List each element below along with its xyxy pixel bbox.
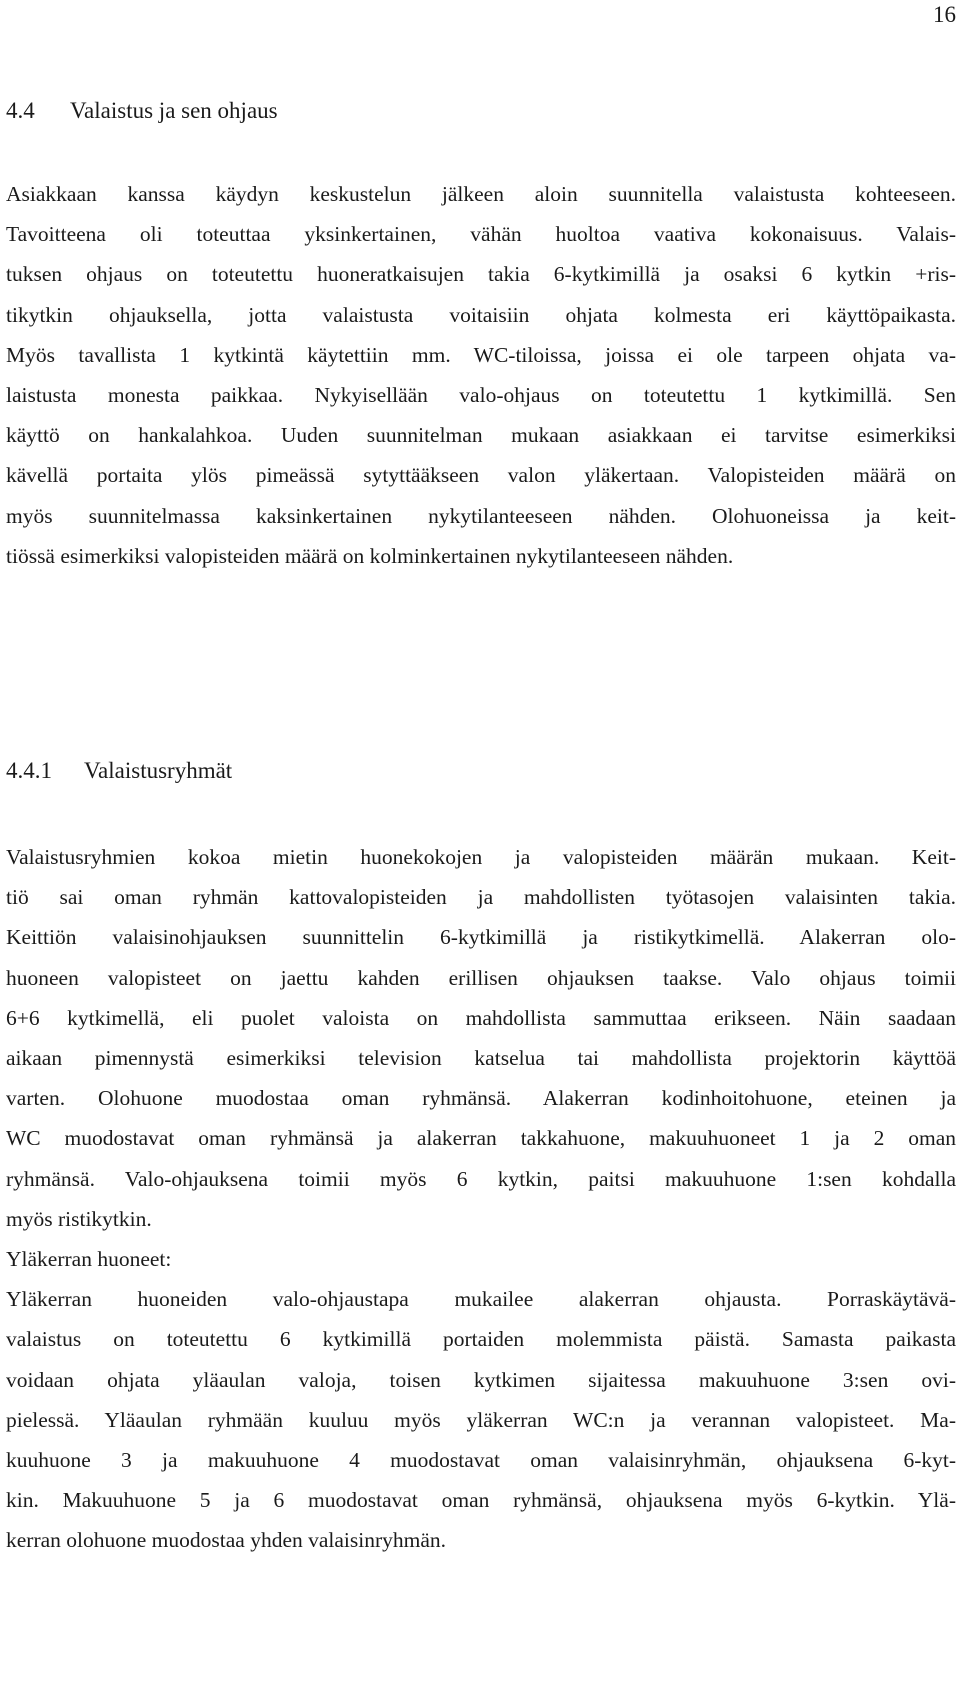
paragraph-line: Myös tavallista 1 kytkintä käytettiin mm. WC-tiloissa, joissa ei ole tarpeen ohjata va-	[6, 342, 956, 367]
upstairs-label: Yläkerran huoneet:	[6, 1247, 172, 1272]
section-title: Valaistus ja sen ohjaus	[70, 98, 278, 123]
paragraph-line: tiössä esimerkiksi valopisteiden määrä on kolminkertainen nykytilanteeseen nähden.	[6, 543, 734, 568]
subsection-paragraph	[6, 837, 956, 1561]
paragraph-line: WC muodostavat oman ryhmänsä ja alakerran takkahuone, makuuhuoneet 1 ja 2 oman	[6, 1126, 956, 1151]
paragraph-line: laistusta monesta paikkaa. Nykyisellään valo-ohjaus on toteutettu 1 kytkimillä. Sen	[6, 383, 956, 408]
paragraph-line: ryhmänsä. Valo-ohjauksena toimii myös 6 kytkin, paitsi makuuhuone 1:sen kohdalla	[6, 1166, 956, 1191]
paragraph-line: kerran olohuone muodostaa yhden valaisinryhmän.	[6, 1528, 447, 1553]
page-number: 16	[933, 2, 956, 27]
section-heading	[6, 96, 278, 126]
subsection-heading	[6, 756, 232, 786]
paragraph-line: Tavoitteena oli toteuttaa yksinkertainen, vähän huoltoa vaativa kokonaisuus. Valais-	[6, 222, 956, 247]
paragraph-line: myös ristikytkin.	[6, 1206, 152, 1231]
paragraph-line: tuksen ohjaus on toteutettu huoneratkaisujen takia 6-kytkimillä ja osaksi 6 kytkin +ris-	[6, 262, 956, 287]
paragraph-line: myös suunnitelmassa kaksinkertainen nykytilanteeseen nähden. Olohuoneissa ja keit-	[6, 503, 956, 528]
paragraph-line: 6+6 kytkimellä, eli puolet valoista on mahdollista sammuttaa erikseen. Näin saadaan	[6, 1005, 956, 1030]
paragraph-line: kuuhuone 3 ja makuuhuone 4 muodostavat oman valaisinryhmän, ohjauksena 6-kyt-	[6, 1448, 956, 1473]
subsection-number: 4.4.1	[6, 758, 52, 783]
paragraph-line: Asiakkaan kanssa käydyn keskustelun jälkeen aloin suunnitella valaistusta kohteeseen.	[6, 182, 956, 206]
section-paragraph	[6, 174, 956, 576]
paragraph-line: aikaan pimennystä esimerkiksi television katselua tai mahdollista projektorin käyttöä	[6, 1046, 956, 1071]
paragraph-line: kin. Makuuhuone 5 ja 6 muodostavat oman ryhmänsä, ohjauksena myös 6-kytkin. Ylä-	[6, 1488, 956, 1513]
paragraph-line: Valaistusryhmien kokoa mietin huonekokojen ja valopisteiden määrän mukaan. Keit-	[6, 845, 956, 869]
paragraph-line: tiö sai oman ryhmän kattovalopisteiden ja mahdollisten työtasojen valaisinten takia.	[6, 885, 956, 910]
paragraph-line: Keittiön valaisinohjauksen suunnittelin 6-kytkimillä ja ristikytkimellä. Alakerran olo-	[6, 925, 956, 950]
paragraph-line: pielessä. Yläaulan ryhmään kuuluu myös yläkerran WC:n ja verannan valopisteet. Ma-	[6, 1407, 956, 1432]
paragraph-line: varten. Olohuone muodostaa oman ryhmänsä. Alakerran kodinhoitohuone, eteinen ja	[6, 1086, 956, 1111]
paragraph-line: voidaan ohjata yläaulan valoja, toisen kytkimen sijaitessa makuuhuone 3:sen ovi-	[6, 1367, 956, 1392]
subsection-title: Valaistusryhmät	[84, 758, 233, 783]
paragraph-line: huoneen valopisteet on jaettu kahden erillisen ohjauksen taakse. Valo ohjaus toimii	[6, 965, 956, 990]
paragraph-line: Yläkerran huoneiden valo-ohjaustapa mukailee alakerran ohjausta. Porraskäytävä-	[6, 1287, 956, 1312]
paragraph-line: käyttö on hankalahkoa. Uuden suunnitelman mukaan asiakkaan ei tarvitse esimerkiksi	[6, 423, 956, 448]
paragraph-line: kävellä portaita ylös pimeässä sytyttääkseen valon yläkertaan. Valopisteiden määrä on	[6, 463, 956, 488]
section-number: 4.4	[6, 98, 35, 123]
paragraph-line: valaistus on toteutettu 6 kytkimillä portaiden molemmista päistä. Samasta paikasta	[6, 1327, 956, 1352]
paragraph-line: tikytkin ohjauksella, jotta valaistusta voitaisiin ohjata kolmesta eri käyttöpaikasta.	[6, 302, 956, 327]
